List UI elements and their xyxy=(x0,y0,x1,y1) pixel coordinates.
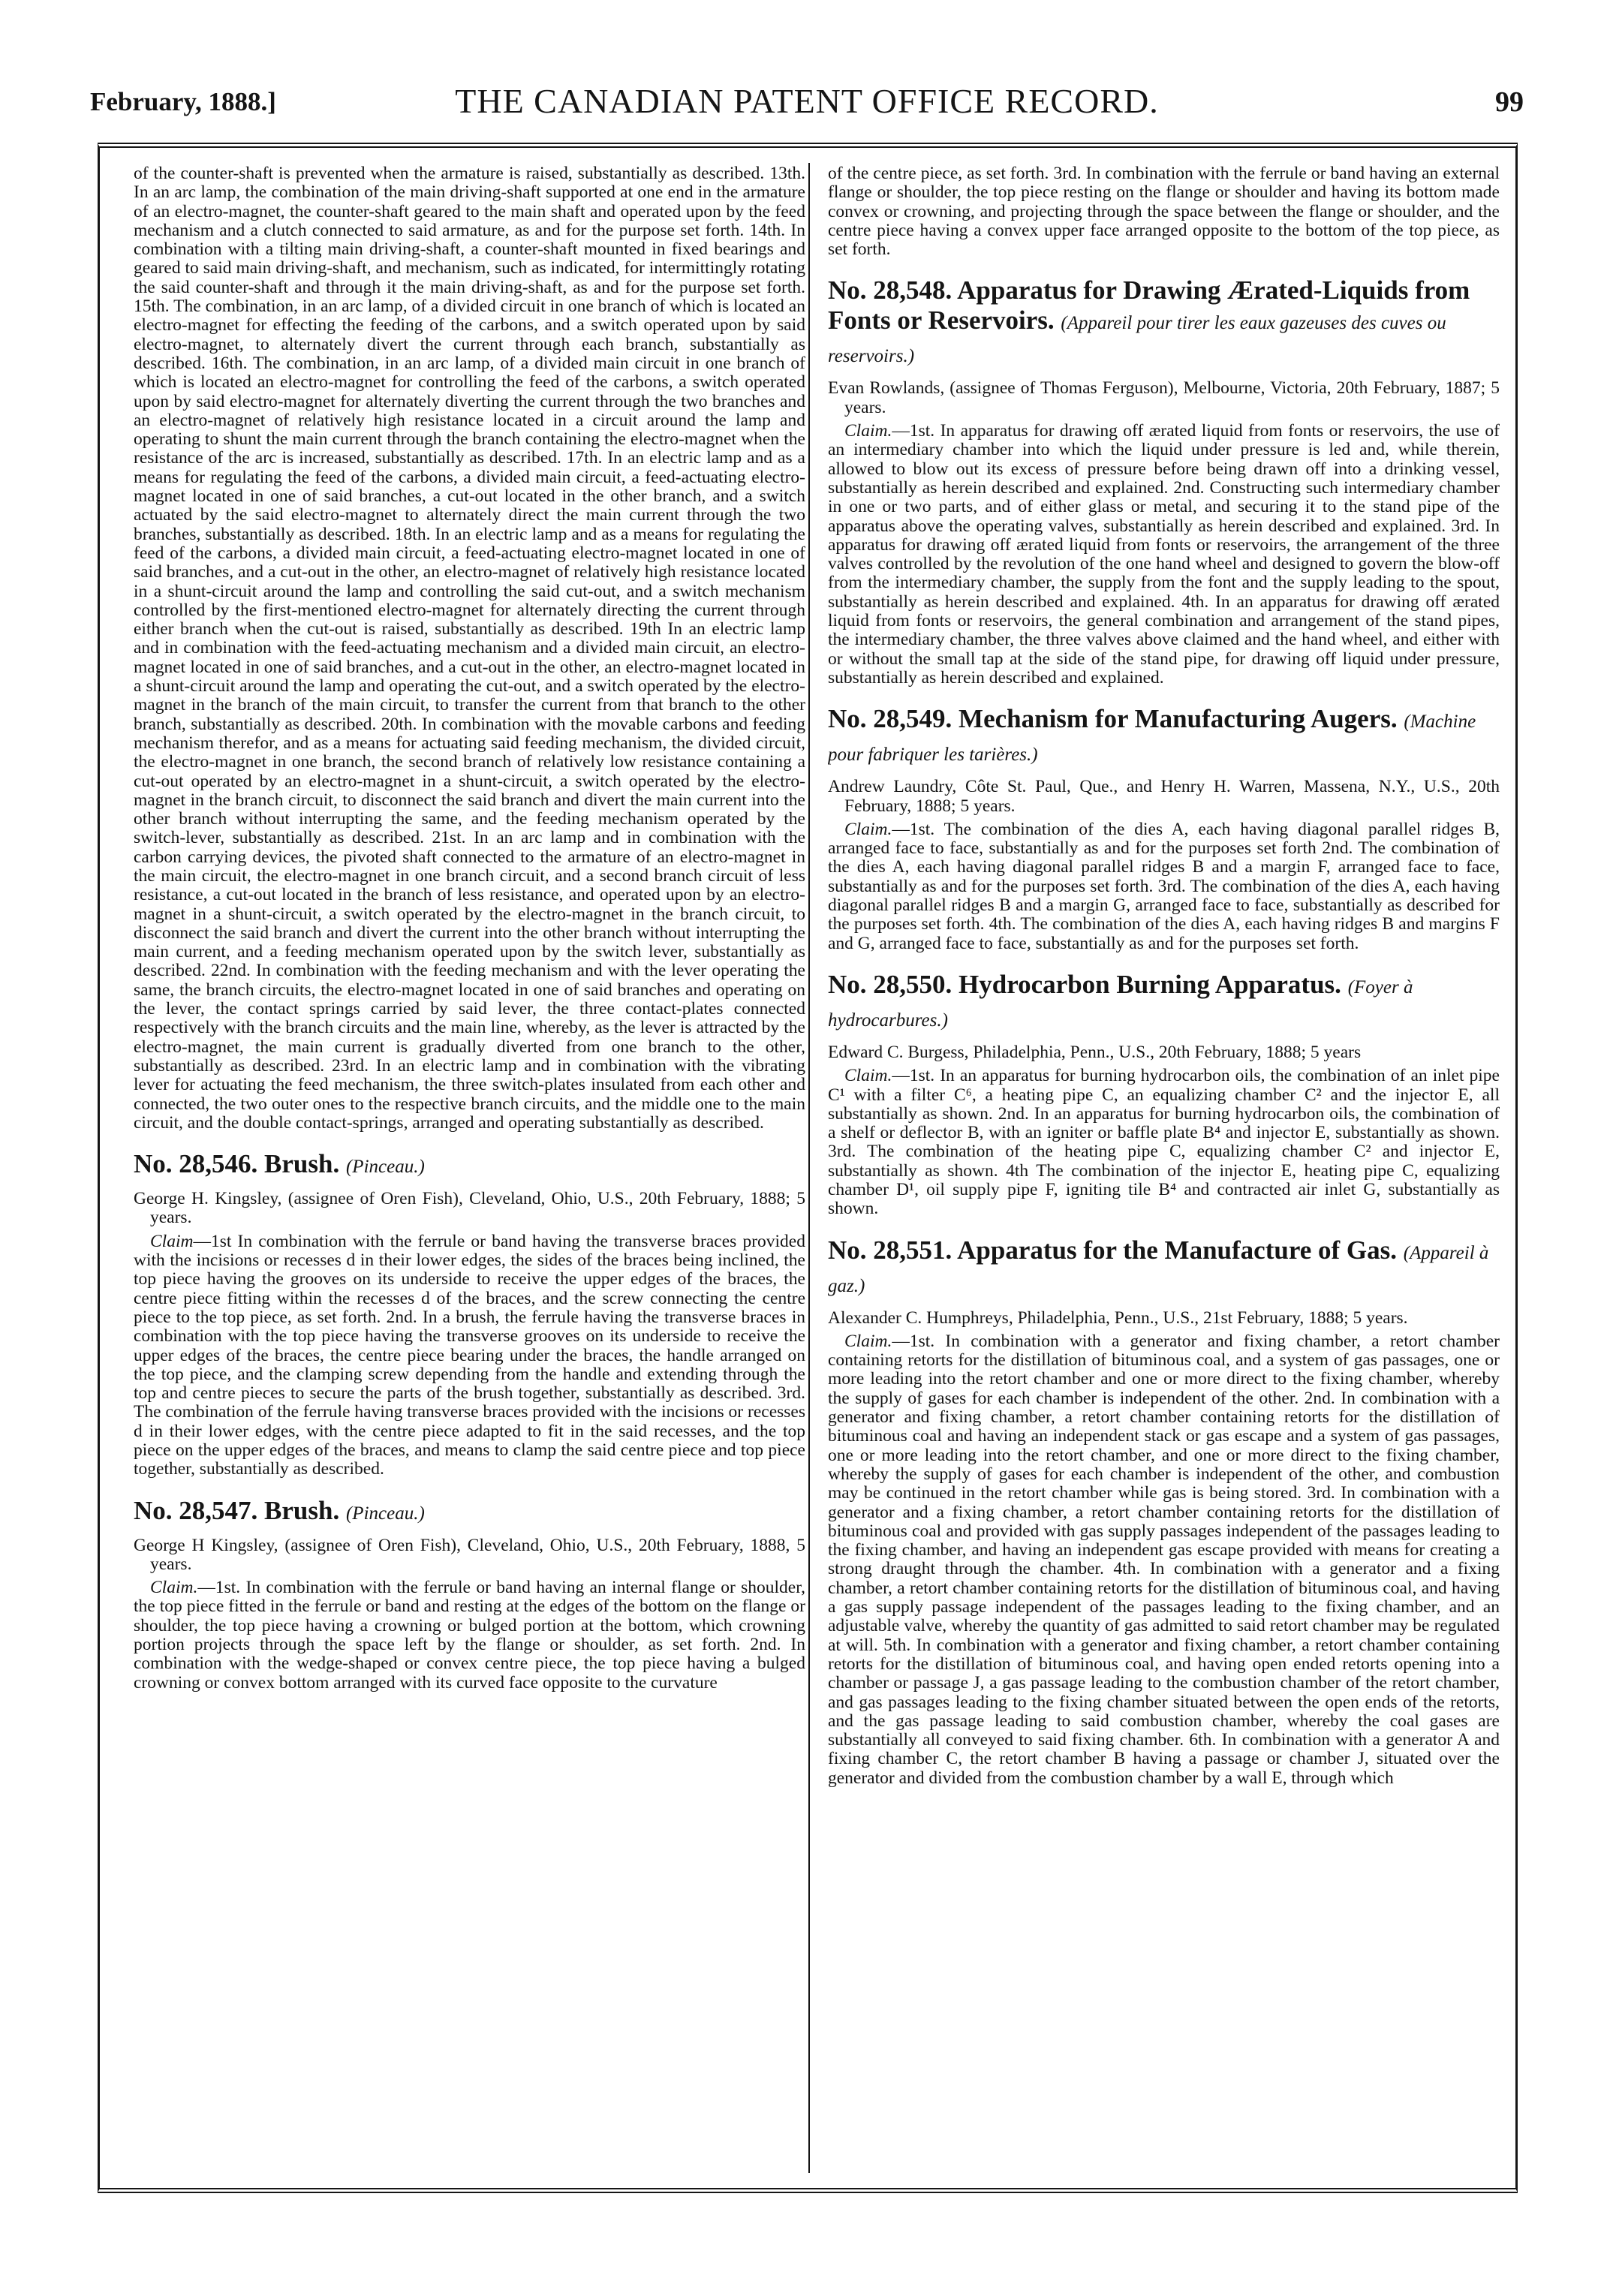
claim-text: —1st. The combination of the dies A, each having diagonal parallel ridges B, arranged face to face, substantially as and for the purposes set forth 2nd. The combination of the dies A, each having diagonal parallel ridges B and a margin F, arranged face to face, substantially as and for the purposes set forth. 3rd. The combination of the dies A, each having diagonal parallel ridges B and a margin G, arranged face to face, substantially as described for the purposes set forth. 4th. The combination of the dies A, each having ridges B and margins F and G, arranged face to face, substantially as and for the purposes set forth. xyxy=(828,819,1500,953)
patent-entry xyxy=(828,1235,1500,1788)
page-number: 99 xyxy=(1495,86,1524,118)
patent-party: George H Kingsley, (assignee of Oren Fish), Cleveland, Ohio, U.S., 20th February, 1888, 5 years. xyxy=(134,1535,805,1574)
patent-claim xyxy=(828,1067,1500,1218)
column-divider xyxy=(808,163,810,2173)
patent-party: Evan Rowlands, (assignee of Thomas Ferguson), Melbourne, Victoria, 20th February, 1887; 5 years. xyxy=(828,378,1500,417)
patent-entry xyxy=(134,1496,805,1693)
patent-party: George H. Kingsley, (assignee of Oren Fish), Cleveland, Ohio, U.S., 20th February, 1888; 5 years. xyxy=(134,1189,805,1228)
claim-label: Claim. xyxy=(844,819,892,839)
patent-title: Brush. xyxy=(264,1149,340,1179)
continuation-text: of the counter-shaft is prevented when the armature is raised, substantially as described. 13th. In an arc lamp, the combination of the main driving-shaft supported at one end in the armature of an electro-magnet, the counter-shaft geared to the main shaft and operated upon by the feed mechanism and a clutch connected to said armature, as and for the purpose set forth. 14th. In combination with a tilting main driving-shaft, a counter-shaft mounted in fixed bearings and geared to said main driving-shaft, and mechanism, such as indicated, for intermittingly rotating the said counter-shaft and through it the main driving-shaft, as and for the purpose set forth. 15th. The combination, in an arc lamp, of a divided circuit in one branch of which is located an electro-magnet for effecting the feeding of the carbons, and a switch operated upon by said electro-magnet, to alternately divert the current through each branch, substantially as described. 16th. The combination, in an arc lamp, of a divided main circuit in one branch of which is located an electro-magnet for controlling the feed of the carbons, a switch operated upon by said electro-magnet for alternately diverting the current through the two branches and an electro-magnet of relatively high resistance located in a circuit around the lamp and operating to shunt the main current through the branch containing the electro-magnet when the resistance of the arc is increased, substantially as described. 17th. In an electric lamp and as a means for regulating the feed of the carbons, a divided main circuit, a feed-actuating electro-magnet located in one of said branches, a cut-out located in the other branch, and a switch actuated by the said electro-magnet to alternately direct the main current through the two branches, substantially as described. 18th. In an electric lamp and as a means for regulating the feed of the carbons, a divided main circuit, a feed-actuating electro-magnet located in one of said branches, and a cut-out in the other, an electro-magnet of relatively high resistance located in a shunt-circuit around the lamp and controlling the said cut-out, and a switch mechanism controlled by the first-mentioned electro-magnet for alternately directing the current through either branch when the cut-out is raised, substantially as described. 19th In an electric lamp and in combination with the feed-actuating mechanism and a divided main circuit, an electro-magnet located in one of said branches, and a cut-out in the other, an electro-magnet located in a shunt-circuit around the lamp and operating the cut-out, and a switch operated by the electro-magnet in the branch of the main circuit, to transfer the current from that branch to the other branch, substantially as described. 20th. In combination with the movable carbons and feeding mechanism therefor, and as a means for actuating said feeding mechanism, the divided circuit, the electro-magnet in one branch, the second branch of relatively low resistance containing a cut-out operated by an electro-magnet in a shunt-circuit, a switch operated by the electro-magnet in the branch circuit, to disconnect the said branch and divert the main current into the other branch without interrupting the same, and the feeding mechanism operated by the switch-lever, substantially as described. 21st. In an arc lamp and in combination with the carbon carrying devices, the pivoted shaft connected to the armature of an electro-magnet in the main circuit, the electro-magnet in one branch circuit, and a second branch circuit of less resistance, a cut-out located in the branch of less resistance, and operated upon by an electro-magnet in a shunt-circuit, a switch operated by the electro-magnet in the branch circuit, to disconnect the said branch and divert the current into the other branch without interrupting the main current, and a feeding mechanism operated upon by the switch lever, substantially as described. 22nd. In combination with the feeding mechanism and with the lever operating the same, the branch circuits, the electro-magnet located in one of said branches and operating on the lever, the contact springs carried by said lever, the three contact-plates connected respectively with the branch circuits and the main line, whereby, as the lever is attracted by the electro-magnet, the main current is gradually diverted from one branch to the other, substantially as described. 23rd. In an electric lamp and in combination with the vibrating lever for actuating the feed mechanism, the three switch-plates insulated from each other and connected, the two outer ones to the respective branch circuits, and the middle one to the main circuit, and the double contact-springs, arranged and operating substantially as described. xyxy=(134,164,805,1133)
page-header xyxy=(90,81,1524,134)
french-title: (Appareil à gaz.) xyxy=(828,1242,1489,1296)
claim-label: Claim. xyxy=(844,1066,892,1086)
patent-party: Andrew Laundry, Côte St. Paul, Que., and Henry H. Warren, Massena, N.Y., U.S., 20th February, 1888; 5 years. xyxy=(828,777,1500,816)
claim-label: Claim. xyxy=(150,1578,198,1598)
patent-number: No. 28,548. xyxy=(828,275,952,305)
patent-entry xyxy=(828,970,1500,1219)
patent-number: No. 28,546. xyxy=(134,1149,258,1179)
patent-title: Mechanism for Manufacturing Augers. xyxy=(958,704,1398,734)
patent-entry xyxy=(828,275,1500,688)
claim-text: —1st. In combination with a generator and fixing chamber, a retort chamber containing retorts for the distillation of bituminous coal, and a system of gas passages, one or more leading into the retort chamber and one or more direct to the fixing chamber, whereby the supply of gases for each chamber is independent of the other. 2nd. In combination with a generator and fixing chamber, a retort chamber containing retorts for the distillation of bituminous coal and having an independent stack or gas escape and a system of gas passages, one or more leading into the retort chamber, and one or more direct to the fixing chamber, whereby the supply of gases for each chamber is independent of the other, and combustion may be continued in the retort chamber while gas is being stored. 3rd. In combination with a generator and a fixing chamber, a retort chamber containing retorts for the distillation of bituminous coal and provided with gas supply passages independent of the passages leading to the fixing chamber, and having an independent gas escape provided with means for creating a strong draught through the chamber. 4th. In combination with a generator and a fixing chamber, a retort chamber containing retorts for the distillation of bituminous coal, and having a gas supply passage independent of the passages leading to the fixing chamber, and an adjustable valve, whereby the quantity of gas admitted to said retort chamber may be regulated at will. 5th. In combination with a generator and fixing chamber, a retort chamber containing retorts for the distillation of bituminous coal, and having open ended retorts opening into a chamber or passage J, a gas passage leading to the combustion chamber of the retort chamber, and gas passages leading to the fixing chamber situated between the open ends of the retorts, and the gas passage leading to said combustion chamber, whereby the coal gases are substantially all conveyed to said fixing chamber. 6th. In combination with a generator A and fixing chamber C, the retort chamber B having a passage or chamber J, situated over the generator and divided from the combustion chamber by a wall E, through which xyxy=(828,1331,1500,1788)
french-title: (Pinceau.) xyxy=(345,1503,425,1524)
claim-text: —1st In combination with the ferrule or band having the transverse braces provided with the incisions or recesses d in their lower edges, the sides of the braces being inclined, the top piece having the grooves on its underside to receive the upper edges of the braces, the centre piece fitting within the recesses d of the braces, and the screw connecting the centre piece to the top piece, as set forth. 2nd. In a brush, the ferrule having the transverse braces in combination with the top piece having the transverse grooves on its underside to receive the upper edges of the braces, the centre piece bearing under the braces, the handle arranged on the top piece, and the clamping screw depending from the handle and extending through the top and centre pieces to secure the parts of the brush together, substantially as described. 3rd. The combination of the ferrule having transverse braces provided with the incisions or recesses d in their lower edges, with the centre piece adapted to fit in the said recesses, and the top piece on the upper edges of the braces, and means to clamp the said centre piece and top piece together, substantially as described. xyxy=(134,1231,805,1479)
entry-heading xyxy=(828,1235,1500,1301)
patent-number: No. 28,549. xyxy=(828,704,952,734)
left-column xyxy=(134,164,805,2173)
entry-heading xyxy=(134,1496,805,1529)
claim-label: Claim. xyxy=(844,421,892,441)
patent-claim xyxy=(134,1578,805,1693)
header-title: THE CANADIAN PATENT OFFICE RECORD. xyxy=(455,82,1159,120)
claim-text: —1st. In combination with the ferrule or band having an internal flange or shoulder, the top piece fitted in the ferrule or band and resting at the edges of the bottom on the flange or shoulder, the top piece having a crowning or bulged portion at the bottom, which crowning portion projects through the space left by the flange or shoulder, as set forth. 2nd. In combination with the wedge-shaped or convex centre piece, the top piece having a bulged crowning or convex bottom arranged with its curved face opposite to the curvature xyxy=(134,1578,805,1693)
entry-heading xyxy=(134,1149,805,1182)
patent-party: Alexander C. Humphreys, Philadelphia, Penn., U.S., 21st February, 1888; 5 years. xyxy=(828,1307,1408,1328)
claim-text: —1st. In an apparatus for burning hydrocarbon oils, the combination of an inlet pipe C¹ with a filter C⁶, a heating pipe C, an equalizing chamber C² and the injector E, all substantially as shown. 2nd. In an apparatus for burning hydrocarbon oils, the combination of a shelf or deflector B, with an igniter or baffle plate B⁴ and injector E, substantially as shown. 3rd. The combination of the heating pipe C, equalizing chamber C² and injector E, substantially as shown. 4th The combination of the injector E, heating pipe C, equalizing chamber D¹, oil supply pipe F, igniting tile B⁴ and contracted air inlet G, substantially as shown. xyxy=(828,1066,1500,1219)
french-title: (Machine pour fabriquer les tarières.) xyxy=(828,712,1476,766)
claim-label: Claim. xyxy=(844,1331,892,1351)
entry-heading xyxy=(828,275,1500,372)
french-title: (Foyer à hydrocarbures.) xyxy=(828,976,1413,1031)
entry-heading xyxy=(828,704,1500,770)
patent-number: No. 28,550. xyxy=(828,969,952,999)
claim-label: Claim xyxy=(150,1231,194,1251)
patent-entry xyxy=(134,1149,805,1479)
entry-heading xyxy=(828,970,1500,1036)
patent-number: No. 28,547. xyxy=(134,1495,258,1525)
page-frame xyxy=(98,143,1518,2193)
patent-claim xyxy=(828,1332,1500,1788)
patent-party: Edward C. Burgess, Philadelphia, Penn., U.S., 20th February, 1888; 5 years xyxy=(828,1042,1362,1062)
patent-title: Hydrocarbon Burning Apparatus. xyxy=(958,969,1341,999)
right-column xyxy=(828,164,1500,2173)
french-title: (Pinceau.) xyxy=(345,1157,425,1178)
french-title: (Appareil pour tirer les eaux gazeuses des cuves ou reservoirs.) xyxy=(828,313,1446,367)
patent-claim xyxy=(828,820,1500,953)
patent-entry xyxy=(828,704,1500,953)
patent-title: Apparatus for Drawing Ærated-Liquids from Fonts or Reservoirs. xyxy=(828,275,1470,336)
patent-title: Apparatus for the Manufacture of Gas. xyxy=(957,1235,1398,1265)
header-date: February, 1888.] xyxy=(90,87,276,116)
patent-number: No. 28,551. xyxy=(828,1235,952,1265)
claim-text: —1st. In apparatus for drawing off ærated liquid from fonts or reservoirs, the use of an intermediary chamber into which the liquid under pressure is led and, while therein, allowed to blow out its excess of pressure before being drawn off into a drinking vessel, substantially as herein described and explained. 2nd. Constructing such intermediary chamber in one or two parts, and of either glass or metal, and securing it to the stand pipe of the apparatus above the operating valves, substantially as herein described and explained. 3rd. In apparatus for drawing off ærated liquid from fonts or reservoirs, the arrangement of the three valves controlled by the revolution of the one hand wheel and designed to govern the blow-off from the intermediary chamber, the supply from the font and the supply leading to the spout, substantially as herein described and explained. 4th. In an apparatus for drawing off ærated liquid from fonts or reservoirs, the general combination and arrangement of the stand pipes, the intermediary chamber, the three valves above claimed and the hand wheel, and either with or without the small tap at the side of the stand pipe, for drawing off liquid under pressure, substantially as herein described and explained. xyxy=(828,421,1500,688)
patent-claim xyxy=(828,422,1500,688)
continuation-text: of the centre piece, as set forth. 3rd. In combination with the ferrule or band having an external flange or shoulder, the top piece resting on the flange or shoulder and having its bottom made convex or crowning, and projecting through the space between the flange or shoulder, and the centre piece having a convex upper face arranged opposite to the bottom of the top piece, as set forth. xyxy=(828,164,1500,260)
patent-title: Brush. xyxy=(264,1495,340,1525)
patent-claim xyxy=(134,1232,805,1479)
